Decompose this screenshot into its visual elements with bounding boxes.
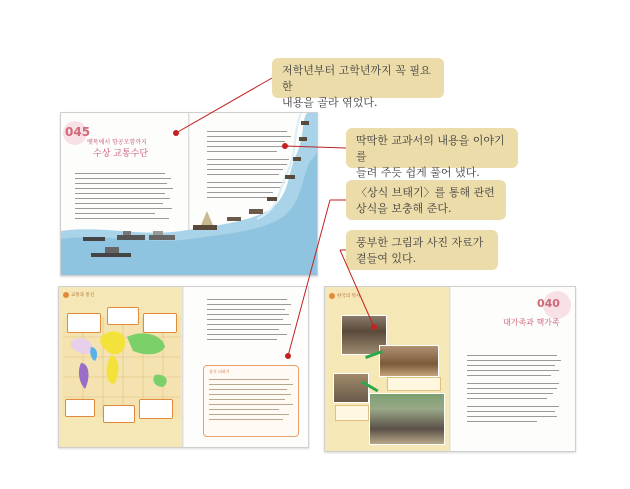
page-subtitle: 뗏목에서 항공모함까지 [87,139,147,146]
section-label: 교통과 통신 [71,293,95,298]
leader-dot [371,324,377,330]
page-title: 수상 교통수단 [93,149,149,159]
callout-storytelling: 딱딱한 교과서의 내용을 이야기를 들려 주듯 쉽게 풀어 냈다. [346,128,518,168]
callout-content-selection: 저학년부터 고학년까지 꼭 필요한 내용을 골라 엮었다. [272,58,444,98]
page-title: 대가족과 핵가족 [503,318,560,327]
sangsik-box-title: 상식 더하기 [209,369,230,374]
section-label: 한국의 역사 [337,294,361,299]
leader-dot [285,353,291,359]
callout-illustrations: 풍부한 그림과 사진 자료가 곁들여 있다. [346,230,498,270]
section-number: 040 [537,297,560,310]
leader-dot [282,143,288,149]
section-number: 045 [65,125,91,139]
leader-dot [173,130,179,136]
callout-sangsik-supplement: 〈상식 브태기〉를 통해 관련 상식을 보충해 준다. [346,180,506,220]
